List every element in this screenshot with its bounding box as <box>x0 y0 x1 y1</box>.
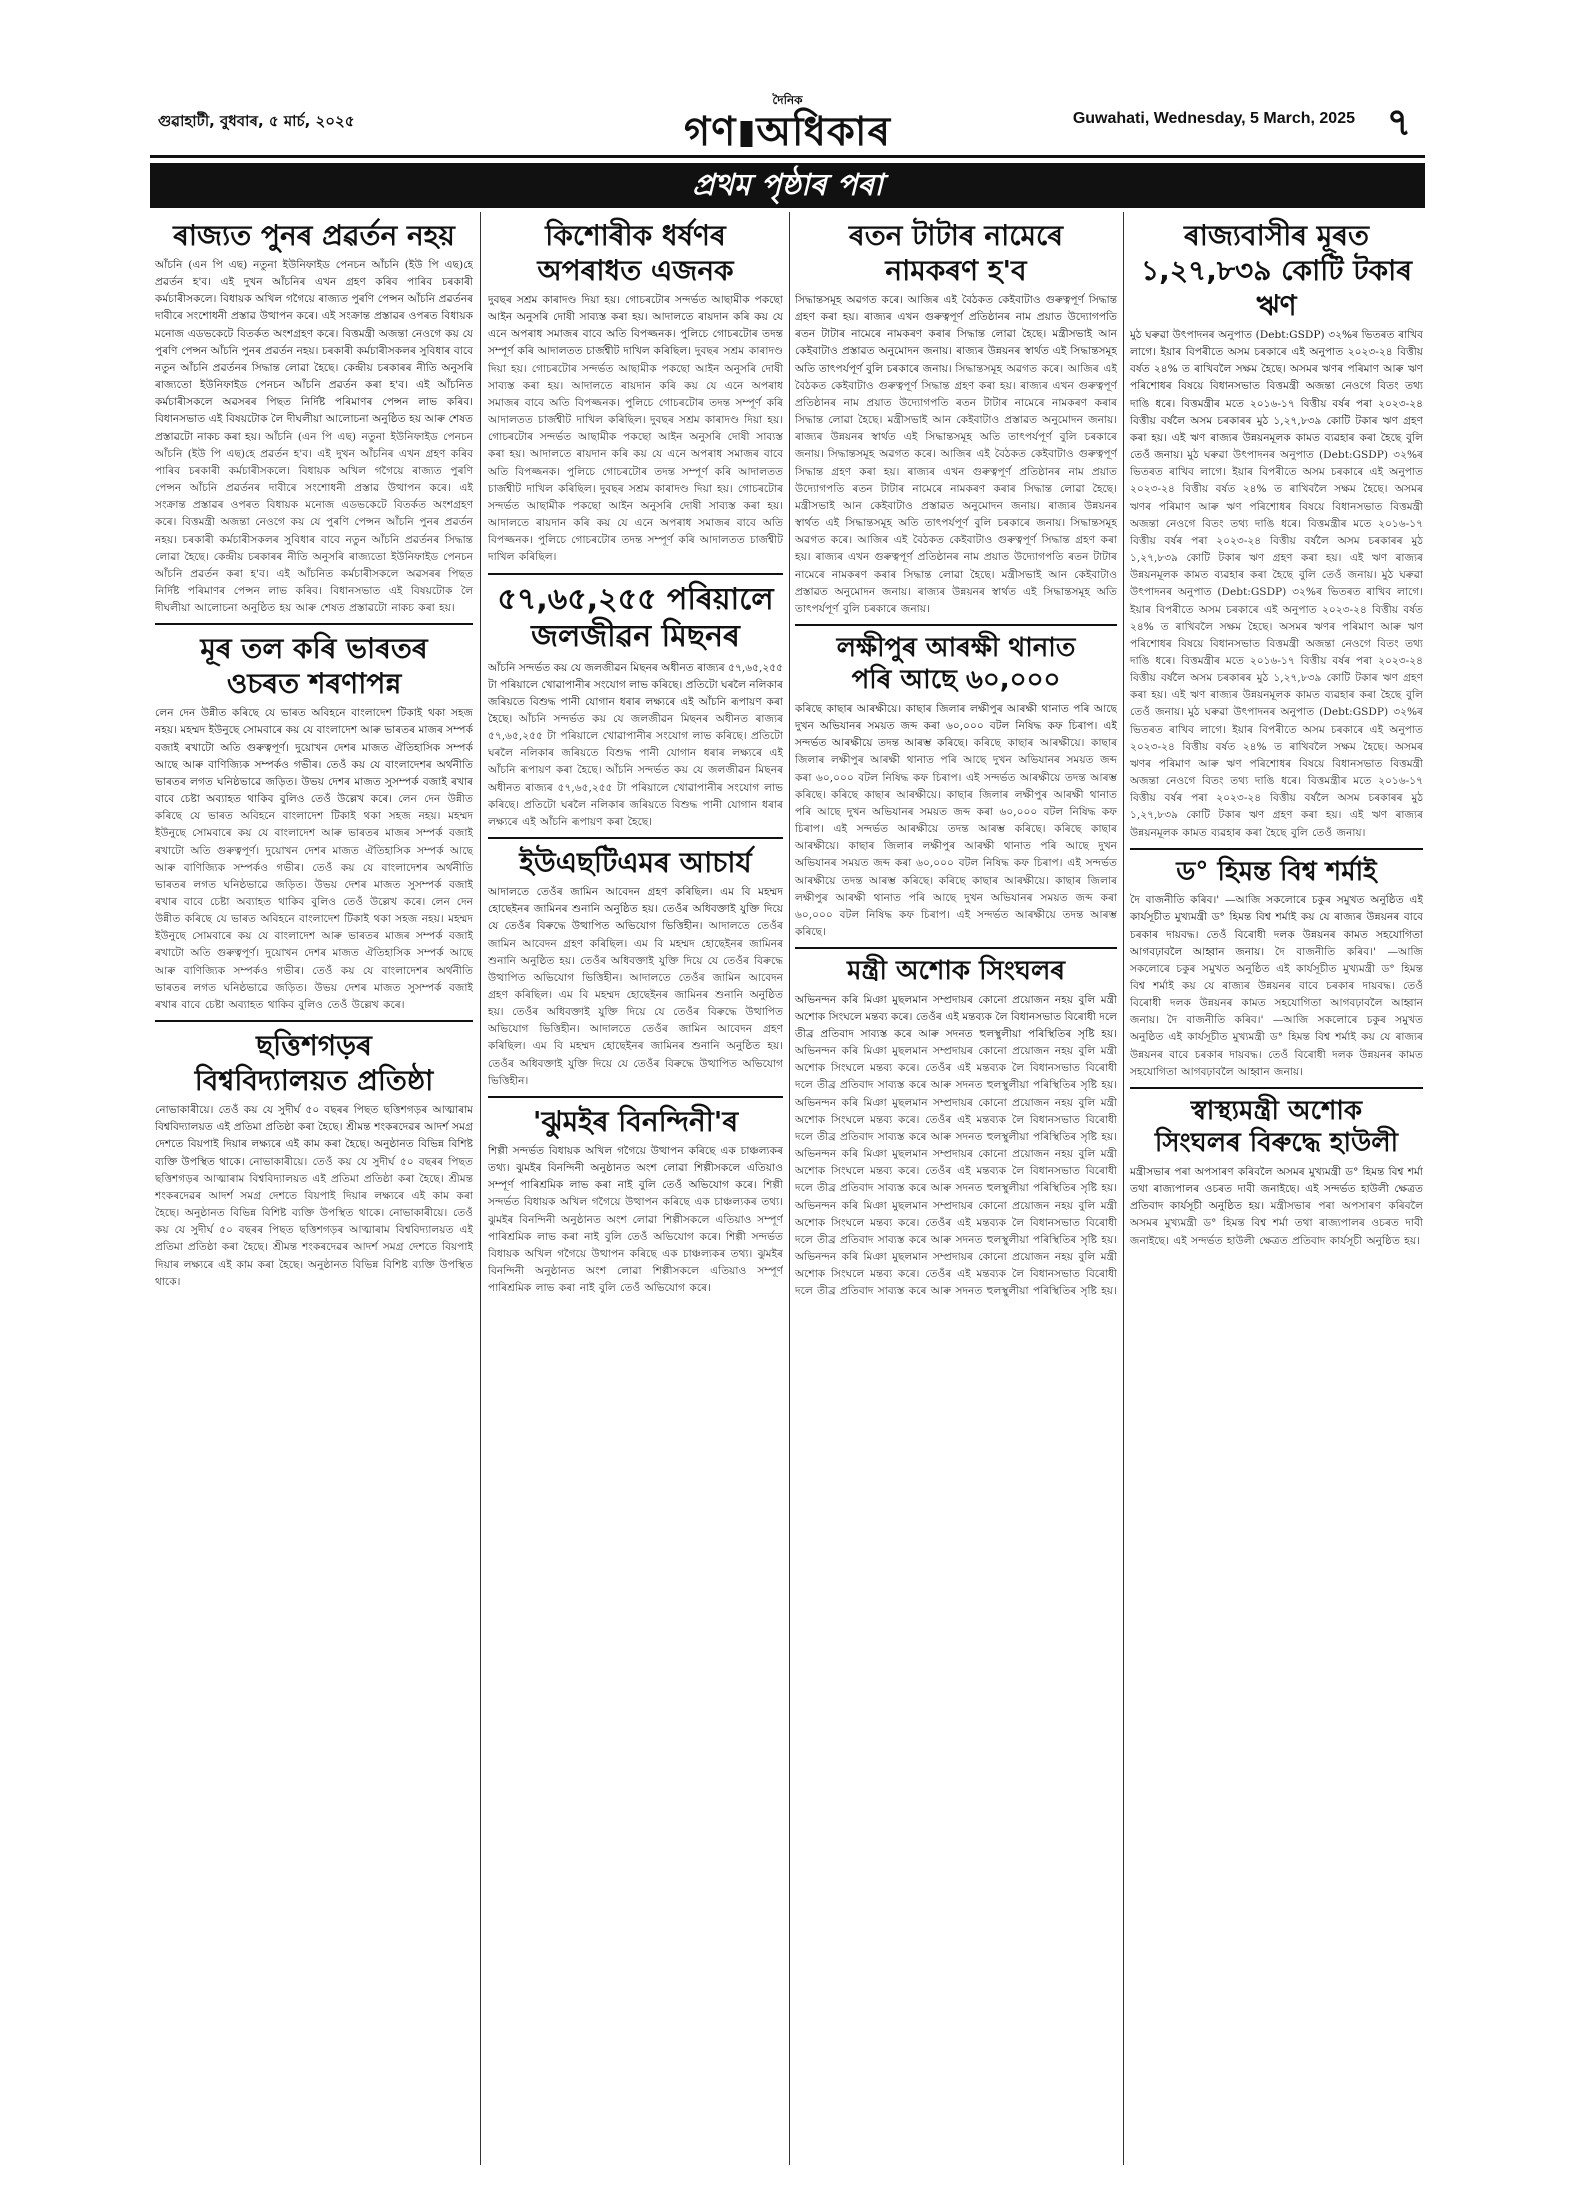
masthead-daily-label: দৈনিক <box>772 93 803 107</box>
article-text: আঁচনি সন্দৰ্ভত কয় যে জলজীৱন মিছনৰ অধীনত ৰাজ্যৰ ৫৭,৬৫,২৫৫ টা পৰিয়ালে খোৱাপানীৰ সংযোগ লাভ কৰিছে। প্ৰতিটো ঘৰলৈ নলিকাৰ জৰিয়তে বিশুদ্ধ পানী যোগান ধৰাৰ লক্ষ্যৰে এই আঁচনি ৰূপায়ণ কৰা হৈছে। <box>488 661 783 725</box>
article-text-continued: আঁচনি সন্দৰ্ভত কয় যে জলজীৱন মিছনৰ অধীনত ৰাজ্যৰ ৫৭,৬৫,২৫৫ টা পৰিয়ালে খোৱাপানীৰ সংযোগ লাভ কৰিছে। প্ৰতিটো ঘৰলৈ নলিকাৰ জৰিয়তে বিশুদ্ধ পানী যোগান ধৰাৰ লক্ষ্যৰে এই আঁচনি ৰূপায়ণ কৰা হৈছে। <box>488 764 783 828</box>
article-text: দুবছৰ সশ্ৰম কাৰাদণ্ড দিয়া হয়। গোচৰটোৰ সন্দৰ্ভত আছামীক পকছো আইন অনুসৰি দোষী সাব্যস্ত কৰা হয়। আদালতে ৰায়দান কৰি কয় যে এনে অপৰাধ সমাজৰ বাবে অতি বিপজ্জনক। পুলিচে গোচৰটোৰ তদন্ত সম্পূৰ্ণ কৰি আদালতত চাৰ্জশ্বীট দাখিল কৰিছিল। <box>488 294 783 358</box>
article-text-continued: নোভাকাৰীয়ে। তেওঁ কয় যে সুদীৰ্ঘ ৫০ বছৰৰ পিছত ছত্তিশগড়ৰ আত্মাৰাম বিশ্ববিদ্যালয়ত এই প্ৰতিমা প্ৰতিষ্ঠা কৰা হৈছে। শ্ৰীমন্ত শংকৰদেৱৰ আদৰ্শ সমগ্ৰ দেশতে বিয়পাই দিয়াৰ লক্ষ্যৰে এই কাম কৰা হৈছে। অনুষ্ঠানত বিভিন্ন বিশিষ্ট ব্যক্তি উপস্থিত থাকে। <box>155 1207 473 1288</box>
headline-line: নামকৰণ হ'ব <box>885 254 1027 287</box>
article-body-a3 <box>155 1102 473 1291</box>
article-text-continued: কৰিছে কাছাৰ আৰক্ষীয়ে। কাছাৰ জিলাৰ লক্ষীপুৰ আৰক্ষী থানাত পৰি আছে দুখন অভিযানৰ সময়ত জব্দ কৰা ৬০,০০০ বটল নিষিদ্ধ কফ চিৰাপ। এই সন্দৰ্ভত আৰক্ষীয়ে তদন্ত আৰম্ভ কৰিছে। <box>795 823 1117 887</box>
article-text-continued: দুবছৰ সশ্ৰম কাৰাদণ্ড দিয়া হয়। গোচৰটোৰ সন্দৰ্ভত আছামীক পকছো আইন অনুসৰি দোষী সাব্যস্ত কৰা হয়। আদালতে ৰায়দান কৰি কয় যে এনে অপৰাধ সমাজৰ বাবে অতি বিপজ্জনক। পুলিচে গোচৰটোৰ তদন্ত সম্পূৰ্ণ কৰি আদালতত চাৰ্জশ্বীট দাখিল কৰিছিল। <box>488 414 783 495</box>
article-text-continued: সিদ্ধান্তসমূহ অৱগত কৰে। আজিৰ এই বৈঠকত কেইবাটাও গুৰুত্বপূৰ্ণ সিদ্ধান্ত গ্ৰহণ কৰা হয়। ৰাজ্যৰ এখন গুৰুত্বপূৰ্ণ প্ৰতিষ্ঠানৰ নাম প্ৰয়াত উদ্যোগপতি ৰতন টাটাৰ নামেৰে নামকৰণ কৰাৰ সিদ্ধান্ত লোৱা হৈছে। মন্ত্ৰীসভাই আন কেইবাটাও প্ৰস্তাৱত অনুমোদন জনায়। ৰাজ্যৰ উন্নয়নৰ স্বাৰ্থত এই সিদ্ধান্তসমূহ অতি তাৎপৰ্যপূৰ্ণ বুলি চৰকাৰে জনায়। <box>795 517 1117 615</box>
headline-a10: মন্ত্ৰী অশোক সিংঘলৰ <box>847 956 1065 987</box>
article-text-continued: আদালতে তেওঁৰ জামিন আবেদন গ্ৰহণ কৰিছিল। এম বি মহম্মদ হোছেইনৰ জামিনৰ শুনানি অনুষ্ঠিত হয়। তেওঁৰ অধিবক্তাই যুক্তি দিয়ে যে তেওঁৰ বিৰুদ্ধে উত্থাপিত অভিযোগ ভিত্তিহীন। <box>488 1023 783 1087</box>
headline-line: ওচৰত শৰণাপন্ন <box>226 667 402 701</box>
article-text: নোভাকাৰীয়ে। তেওঁ কয় যে সুদীৰ্ঘ ৫০ বছৰৰ পিছত ছত্তিশগড়ৰ আত্মাৰাম বিশ্ববিদ্যালয়ত এই প্ৰতিমা প্ৰতিষ্ঠা কৰা হৈছে। শ্ৰীমন্ত শংকৰদেৱৰ আদৰ্শ সমগ্ৰ দেশতে বিয়পাই দিয়াৰ লক্ষ্যৰে এই কাম কৰা হৈছে। অনুষ্ঠানত বিভিন্ন বিশিষ্ট ব্যক্তি উপস্থিত থাকে। <box>155 1104 473 1168</box>
headline-a6: ইউএছটিএমৰ আচাৰ্য <box>519 846 752 880</box>
article-text: দৈ বাজনীতি কৰিব।' —আজি সকলোৰে চকুৰ সমুখত অনুষ্ঠিত এই কাৰ্যসূচীত মুখ্যমন্ত্ৰী ড° হিমন্ত বিশ্ব শৰ্মাই কয় যে ৰাজ্যৰ উন্নয়নৰ বাবে চৰকাৰ দায়বদ্ধ। তেওঁ বিৰোধী দলক উন্নয়নৰ কামত সহযোগিতা আগবঢ়াবলৈ আহ্বান জনায়। <box>1130 894 1423 958</box>
article-body-a11 <box>1130 327 1423 842</box>
section-banner: প্ৰথম পৃষ্ঠাৰ পৰা <box>150 163 1425 208</box>
masthead <box>683 92 892 155</box>
headline-a8 <box>795 218 1117 288</box>
headline-line: বিশ্ববিদ্যালয়ত প্ৰতিষ্ঠা <box>194 1064 434 1098</box>
article-text-continued: মুঠ ঘৰুৱা উৎপাদনৰ অনুপাত (Debt:GSDP) ৩২%ৰ ভিতৰত ৰাখিব লাগে। ইয়াৰ বিপৰীতে অসম চৰকাৰে এই অনুপাত ২০২৩-২৪ বিত্তীয় বৰ্ষত ২৪% ত ৰাখিবলৈ সক্ষম হৈছে। অসমৰ ঋণৰ পৰিমাণ আৰু ঋণ পৰিশোধৰ বিষয়ে বিধানসভাত বিত্তমন্ত্ৰী অজন্তা নেওগে বিতং তথ্য দাঙি ধৰে। বিত্তমন্ত্ৰীৰ মতে ২০১৬-১৭ বিত্তীয় বৰ্ষৰ পৰা ২০২৩-২৪ বিত্তীয় বৰ্ষলৈ অসম চৰকাৰৰ মুঠ ১,২৭,৮৩৯ কোটি টকাৰ ঋণ গ্ৰহণ কৰা হয়। এই ঋণ ৰাজ্যৰ উন্নয়নমূলক কামত ব্যৱহাৰ কৰা হৈছে বুলি তেওঁ জনায়। <box>1130 569 1423 719</box>
article-text-continued: শিল্পী সন্দৰ্ভত বিধায়ক অখিল গগৈয়ে উত্থাপন কৰিছে এক চাঞ্চল্যকৰ তথ্য। ঝুমইৰ বিনন্দিনী অনুষ্ঠানত অংশ লোৱা শিল্পীসকলে এতিয়াও সম্পূৰ্ণ পাৰিশ্ৰমিক লাভ কৰা নাই বুলি তেওঁ অভিযোগ কৰে। <box>488 1230 783 1295</box>
article-body-a7 <box>488 1143 783 1297</box>
article-text-continued: মুঠ ঘৰুৱা উৎপাদনৰ অনুপাত (Debt:GSDP) ৩২%ৰ ভিতৰত ৰাখিব লাগে। ইয়াৰ বিপৰীতে অসম চৰকাৰে এই অনুপাত ২০২৩-২৪ বিত্তীয় বৰ্ষত ২৪% ত ৰাখিবলৈ সক্ষম হৈছে। অসমৰ ঋণৰ পৰিমাণ আৰু ঋণ পৰিশোধৰ বিষয়ে বিধানসভাত বিত্তমন্ত্ৰী অজন্তা নেওগে বিতং তথ্য দাঙি ধৰে। বিত্তমন্ত্ৰীৰ মতে ২০১৬-১৭ বিত্তীয় বৰ্ষৰ পৰা ২০২৩-২৪ বিত্তীয় বৰ্ষলৈ অসম চৰকাৰৰ মুঠ ১,২৭,৮৩৯ কোটি টকাৰ ঋণ গ্ৰহণ কৰা হয়। এই ঋণ ৰাজ্যৰ উন্নয়নমূলক কামত ব্যৱহাৰ কৰা হৈছে বুলি তেওঁ জনায়। <box>1130 449 1423 582</box>
article-text-continued: অভিনন্দন কৰি মিঞা মুছলমান সম্প্ৰদায়ৰ কোনো প্ৰয়োজন নহয় বুলি মন্ত্ৰী অশোক সিংঘলে মন্তব্য কৰে। তেওঁৰ এই মন্তব্যক লৈ বিধানসভাত বিৰোধী দলে তীব্ৰ প্ৰতিবাদ সাব্যস্ত কৰে আৰু সদনত হুলস্থুলীয়া পৰিস্থিতিৰ সৃষ্টি হয়। <box>795 1148 1117 1195</box>
article-text-continued: আদালতে তেওঁৰ জামিন আবেদন গ্ৰহণ কৰিছিল। এম বি মহম্মদ হোছেইনৰ জামিনৰ শুনানি অনুষ্ঠিত হয়। তেওঁৰ অধিবক্তাই যুক্তি দিয়ে যে তেওঁৰ বিৰুদ্ধে উত্থাপিত অভিযোগ ভিত্তিহীন। <box>488 920 783 984</box>
headline-a13 <box>1130 1095 1423 1160</box>
article-text-continued: আঁচনি সন্দৰ্ভত কয় যে জলজীৱন মিছনৰ অধীনত ৰাজ্যৰ ৫৭,৬৫,২৫৫ টা পৰিয়ালে খোৱাপানীৰ সংযোগ লাভ কৰিছে। প্ৰতিটো ঘৰলৈ নলিকাৰ জৰিয়তে বিশুদ্ধ পানী যোগান ধৰাৰ লক্ষ্যৰে এই আঁচনি ৰূপায়ণ কৰা হৈছে। <box>488 712 783 777</box>
article-text: লেন দেন উন্নীত কৰিছে যে ভাৰত অবিহনে বাংলাদেশ টিকাই থকা সহজ নহয়। মহম্মদ ইউনুছে সোমবাৰে কয় যে বাংলাদেশ আৰু ভাৰতৰ মাজৰ সম্পৰ্ক বজাই ৰখাটো অতি গুৰুত্বপূৰ্ণ। দুয়োখন দেশৰ মাজত ঐতিহাসিক সম্পৰ্ক আছে আৰু বাণিজ্যিক সম্পৰ্কও গভীৰ। তেওঁ কয় যে বাংলাদেশৰ অৰ্থনীতি ভাৰতৰ লগত ঘনিষ্ঠভাৱে জড়িত। উভয় দেশৰ মাজত সুসম্পৰ্ক বজাই ৰখাৰ বাবে চেষ্টা অব্যাহত থাকিব বুলিও তেওঁ উল্লেখ কৰে। <box>155 707 473 806</box>
article-text-continued: আঁচনি (এন পি এছ) নতুনা ইউনিফাইড পেনচন আঁচনি (ইউ পি এছ)হে প্ৰৱৰ্তন হ'ব। এই দুখন আঁচনিৰ এখন গ্ৰহণ কৰিব পাৰিব চৰকাৰী কৰ্মচাৰীসকলে। বিধায়ক অখিল গগৈয়ে ৰাজ্যত পুৰণি পেন্সন আঁচনি প্ৰৱৰ্তনৰ দাবীৰে সংশোধনী প্ৰস্তাৱ উত্থাপন কৰে। এই সংক্ৰান্ত প্ৰস্তাৱৰ ওপৰত বিধায়ক মনোজ এডভকেটে বিতৰ্কত অংশগ্ৰহণ কৰে। বিত্তমন্ত্ৰী অজন্তা নেওগে কয় যে পুৰণি পেন্সন আঁচনি পুনৰ প্ৰৱৰ্তন নহয়। চৰকাৰী কৰ্মচাৰীসকলৰ সুবিধাৰ বাবে নতুন আঁচনি প্ৰৱৰ্তনৰ সিদ্ধান্ত লোৱা হৈছে। কেন্দ্ৰীয় চৰকাৰৰ নীতি অনুসৰি ৰাজ্যতো ইউনিফাইড পেনচন আঁচনি প্ৰৱৰ্তন কৰা হ'ব। এই আঁচনিত কৰ্মচাৰীসকলে অৱসৰৰ পিছত নিৰ্দিষ্ট পৰিমাণৰ পেন্সন লাভ কৰিব। বিধানসভাত এই বিষয়টোক লৈ দীঘলীয়া আলোচনা অনুষ্ঠিত হয় আৰু শেষত প্ৰস্তাৱটো নাকচ কৰা হয়। <box>155 430 473 615</box>
masthead-separator-icon <box>740 121 752 147</box>
headline-line: লক্ষীপুৰ আৰক্ষী থানাত <box>836 632 1076 663</box>
article-text-continued: কৰিছে কাছাৰ আৰক্ষীয়ে। কাছাৰ জিলাৰ লক্ষীপুৰ আৰক্ষী থানাত পৰি আছে দুখন অভিযানৰ সময়ত জব্দ কৰা ৬০,০০০ বটল নিষিদ্ধ কফ চিৰাপ। এই সন্দৰ্ভত আৰক্ষীয়ে তদন্ত আৰম্ভ কৰিছে। <box>795 737 1117 801</box>
article-divider <box>795 947 1117 949</box>
headline-line: অপৰাধত এজনক <box>537 254 734 287</box>
article-text-continued: আদালতে তেওঁৰ জামিন আবেদন গ্ৰহণ কৰিছিল। এম বি মহম্মদ হোছেইনৰ জামিনৰ শুনানি অনুষ্ঠিত হয়। তেওঁৰ অধিবক্তাই যুক্তি দিয়ে যে তেওঁৰ বিৰুদ্ধে উত্থাপিত অভিযোগ ভিত্তিহীন। <box>488 971 783 1036</box>
headline-a4 <box>488 218 783 288</box>
article-divider <box>488 1096 783 1098</box>
column-divider <box>789 212 790 2165</box>
headline-line: ৰতন টাটাৰ নামেৰে <box>848 219 1064 252</box>
article-text-continued: অভিনন্দন কৰি মিঞা মুছলমান সম্প্ৰদায়ৰ কোনো প্ৰয়োজন নহয় বুলি মন্ত্ৰী অশোক সিংঘলে মন্তব্য কৰে। তেওঁৰ এই মন্তব্যক লৈ বিধানসভাত বিৰোধী দলে তীব্ৰ প্ৰতিবাদ সাব্যস্ত কৰে আৰু সদনত হুলস্থুলীয়া পৰিস্থিতিৰ সৃষ্টি হয়। <box>795 1251 1117 1298</box>
headline-a11 <box>1130 218 1423 323</box>
article-text: আঁচনি (এন পি এছ) নতুনা ইউনিফাইড পেনচন আঁচনি (ইউ পি এছ)হে প্ৰৱৰ্তন হ'ব। এই দুখন আঁচনিৰ এখন গ্ৰহণ কৰিব পাৰিব চৰকাৰী কৰ্মচাৰীসকলে। বিধায়ক অখিল গগৈয়ে ৰাজ্যত পুৰণি পেন্সন আঁচনি প্ৰৱৰ্তনৰ দাবীৰে সংশোধনী প্ৰস্তাৱ উত্থাপন কৰে। এই সংক্ৰান্ত প্ৰস্তাৱৰ ওপৰত বিধায়ক মনোজ এডভকেটে বিতৰ্কত অংশগ্ৰহণ কৰে। বিত্তমন্ত্ৰী অজন্তা নেওগে কয় যে পুৰণি পেন্সন আঁচনি পুনৰ প্ৰৱৰ্তন নহয়। চৰকাৰী কৰ্মচাৰীসকলৰ সুবিধাৰ বাবে নতুন আঁচনি প্ৰৱৰ্তনৰ সিদ্ধান্ত লোৱা হৈছে। কেন্দ্ৰীয় চৰকাৰৰ নীতি অনুসৰি ৰাজ্যতো ইউনিফাইড পেনচন আঁচনি প্ৰৱৰ্তন কৰা হ'ব। এই আঁচনিত কৰ্মচাৰীসকলে অৱসৰৰ পিছত নিৰ্দিষ্ট পৰিমাণৰ পেন্সন লাভ কৰিব। বিধানসভাত এই বিষয়টোক লৈ দীঘলীয়া আলোচনা অনুষ্ঠিত হয় আৰু শেষত প্ৰস্তাৱটো নাকচ কৰা হয়। <box>155 259 473 443</box>
headline-line: কিশোৰীক ধৰ্ষণৰ <box>545 219 726 252</box>
article-body-a12 <box>1130 892 1423 1081</box>
headline-line: মূৰ তল কৰি ভাৰতৰ <box>200 632 428 666</box>
headline-a1: ৰাজ্যত পুনৰ প্ৰৱৰ্তন নহয় <box>173 219 455 252</box>
article-divider <box>155 623 473 625</box>
article-body-a2 <box>155 705 473 1014</box>
article-divider <box>488 573 783 575</box>
article-text-continued: অভিনন্দন কৰি মিঞা মুছলমান সম্প্ৰদায়ৰ কোনো প্ৰয়োজন নহয় বুলি মন্ত্ৰী অশোক সিংঘলে মন্তব্য কৰে। তেওঁৰ এই মন্তব্যক লৈ বিধানসভাত বিৰোধী দলে তীব্ৰ প্ৰতিবাদ সাব্যস্ত কৰে আৰু সদনত হুলস্থুলীয়া পৰিস্থিতিৰ সৃষ্টি হয়। <box>795 1045 1117 1092</box>
column-2 <box>488 212 783 2165</box>
article-text-continued: দুবছৰ সশ্ৰম কাৰাদণ্ড দিয়া হয়। গোচৰটোৰ সন্দৰ্ভত আছামীক পকছো আইন অনুসৰি দোষী সাব্যস্ত কৰা হয়। আদালতে ৰায়দান কৰি কয় যে এনে অপৰাধ সমাজৰ বাবে অতি বিপজ্জনক। পুলিচে গোচৰটোৰ তদন্ত সম্পূৰ্ণ কৰি আদালতত চাৰ্জশ্বীট দাখিল কৰিছিল। <box>488 345 783 427</box>
article-text-continued: সিদ্ধান্তসমূহ অৱগত কৰে। আজিৰ এই বৈঠকত কেইবাটাও গুৰুত্বপূৰ্ণ সিদ্ধান্ত গ্ৰহণ কৰা হয়। ৰাজ্যৰ এখন গুৰুত্বপূৰ্ণ প্ৰতিষ্ঠানৰ নাম প্ৰয়াত উদ্যোগপতি ৰতন টাটাৰ নামেৰে নামকৰণ কৰাৰ সিদ্ধান্ত লোৱা হৈছে। মন্ত্ৰীসভাই আন কেইবাটাও প্ৰস্তাৱত অনুমোদন জনায়। ৰাজ্যৰ উন্নয়নৰ স্বাৰ্থত এই সিদ্ধান্তসমূহ অতি তাৎপৰ্যপূৰ্ণ বুলি চৰকাৰে জনায়। <box>795 448 1117 530</box>
article-text-continued: নোভাকাৰীয়ে। তেওঁ কয় যে সুদীৰ্ঘ ৫০ বছৰৰ পিছত ছত্তিশগড়ৰ আত্মাৰাম বিশ্ববিদ্যালয়ত এই প্ৰতিমা প্ৰতিষ্ঠা কৰা হৈছে। শ্ৰীমন্ত শংকৰদেৱৰ আদৰ্শ সমগ্ৰ দেশতে বিয়পাই দিয়াৰ লক্ষ্যৰে এই কাম কৰা হৈছে। অনুষ্ঠানত বিভিন্ন বিশিষ্ট ব্যক্তি উপস্থিত থাকে। <box>155 1155 473 1220</box>
column-3 <box>795 212 1117 2165</box>
headline-line: ১,২৭,৮৩৯ কোটি টকাৰ ঋণ <box>1141 254 1412 322</box>
headline-line: ৫৭,৬৫,২৫৫ পৰিয়ালে <box>497 581 774 617</box>
article-divider <box>488 837 783 839</box>
article-body-a10 <box>795 992 1117 1301</box>
article-body-a6 <box>488 884 783 1090</box>
article-text-continued: অভিনন্দন কৰি মিঞা মুছলমান সম্প্ৰদায়ৰ কোনো প্ৰয়োজন নহয় বুলি মন্ত্ৰী অশোক সিংঘলে মন্তব্য কৰে। তেওঁৰ এই মন্তব্যক লৈ বিধানসভাত বিৰোধী দলে তীব্ৰ প্ৰতিবাদ সাব্যস্ত কৰে আৰু সদনত হুলস্থুলীয়া পৰিস্থিতিৰ সৃষ্টি হয়। <box>795 1096 1117 1143</box>
article-body-a1 <box>155 257 473 617</box>
article-text-continued: শিল্পী সন্দৰ্ভত বিধায়ক অখিল গগৈয়ে উত্থাপন কৰিছে এক চাঞ্চল্যকৰ তথ্য। ঝুমইৰ বিনন্দিনী অনুষ্ঠানত অংশ লোৱা শিল্পীসকলে এতিয়াও সম্পূৰ্ণ পাৰিশ্ৰমিক লাভ কৰা নাই বুলি তেওঁ অভিযোগ কৰে। <box>488 1179 783 1243</box>
masthead-title-right: অধিকাৰ <box>756 109 892 155</box>
article-divider <box>1130 848 1423 850</box>
headline-a9 <box>795 632 1117 697</box>
article-text: মন্ত্ৰীসভাৰ পৰা অপসাৰণ কৰিবলৈ অসমৰ মুখ্যমন্ত্ৰী ড° হিমন্ত বিশ্ব শৰ্মা তথা ৰাজ্যপালৰ ওচৰত দাবী জনাইছে। এই সন্দৰ্ভত হাউলী ক্ষেত্ৰত প্ৰতিবাদ কাৰ্যসূচী অনুষ্ঠিত হয়। <box>1130 1165 1423 1213</box>
page-number: ৭ <box>1386 100 1412 144</box>
column-1 <box>155 212 473 2165</box>
article-text: মুঠ ঘৰুৱা উৎপাদনৰ অনুপাত (Debt:GSDP) ৩২%ৰ ভিতৰত ৰাখিব লাগে। ইয়াৰ বিপৰীতে অসম চৰকাৰে এই অনুপাত ২০২৩-২৪ বিত্তীয় বৰ্ষত ২৪% ত ৰাখিবলৈ সক্ষম হৈছে। অসমৰ ঋণৰ পৰিমাণ আৰু ঋণ পৰিশোধৰ বিষয়ে বিধানসভাত বিত্তমন্ত্ৰী অজন্তা নেওগে বিতং তথ্য দাঙি ধৰে। বিত্তমন্ত্ৰীৰ মতে ২০১৬-১৭ বিত্তীয় বৰ্ষৰ পৰা ২০২৩-২৪ বিত্তীয় বৰ্ষলৈ অসম চৰকাৰৰ মুঠ ১,২৭,৮৩৯ কোটি টকাৰ ঋণ গ্ৰহণ কৰা হয়। এই ঋণ ৰাজ্যৰ উন্নয়নমূলক কামত ব্যৱহাৰ কৰা হৈছে বুলি তেওঁ জনায়। <box>1130 329 1423 462</box>
header-rule <box>150 155 1425 158</box>
headline-line: পৰি আছে ৬০,০০০ <box>851 665 1061 696</box>
article-text-continued: লেন দেন উন্নীত কৰিছে যে ভাৰত অবিহনে বাংলাদেশ টিকাই থকা সহজ নহয়। মহম্মদ ইউনুছে সোমবাৰে কয় যে বাংলাদেশ আৰু ভাৰতৰ মাজৰ সম্পৰ্ক বজাই ৰখাটো অতি গুৰুত্বপূৰ্ণ। দুয়োখন দেশৰ মাজত ঐতিহাসিক সম্পৰ্ক আছে আৰু বাণিজ্যিক সম্পৰ্কও গভীৰ। তেওঁ কয় যে বাংলাদেশৰ অৰ্থনীতি ভাৰতৰ লগত ঘনিষ্ঠভাৱে জড়িত। উভয় দেশৰ মাজত সুসম্পৰ্ক বজাই ৰখাৰ বাবে চেষ্টা অব্যাহত থাকিব বুলিও তেওঁ উল্লেখ কৰে। <box>155 793 473 908</box>
headline-line: স্বাস্থ্যমন্ত্ৰী অশোক <box>1190 1095 1363 1126</box>
masthead-title-left: গণ <box>683 109 737 155</box>
headline-a7: 'ঝুমইৰ বিনন্দিনী'ৰ <box>532 1104 739 1138</box>
article-divider <box>155 1020 473 1022</box>
headline-line: ৰাজ্যবাসীৰ মূৰত <box>1183 219 1370 252</box>
article-divider <box>1130 1087 1423 1089</box>
article-text-continued: কৰিছে কাছাৰ আৰক্ষীয়ে। কাছাৰ জিলাৰ লক্ষীপুৰ আৰক্ষী থানাত পৰি আছে দুখন অভিযানৰ সময়ত জব্দ কৰা ৬০,০০০ বটল নিষিদ্ধ কফ চিৰাপ। এই সন্দৰ্ভত আৰক্ষীয়ে তদন্ত আৰম্ভ কৰিছে। <box>795 874 1117 938</box>
headline-a12: ড° হিমন্ত বিশ্ব শৰ্মাই <box>1176 856 1377 887</box>
article-body-a4 <box>488 292 783 567</box>
article-text-continued: দৈ বাজনীতি কৰিব।' —আজি সকলোৰে চকুৰ সমুখত অনুষ্ঠিত এই কাৰ্যসূচীত মুখ্যমন্ত্ৰী ড° হিমন্ত বিশ্ব শৰ্মাই কয় যে ৰাজ্যৰ উন্নয়নৰ বাবে চৰকাৰ দায়বদ্ধ। তেওঁ বিৰোধী দলক উন্নয়নৰ কামত সহযোগিতা আগবঢ়াবলৈ আহ্বান জনায়। <box>1130 1014 1423 1078</box>
article-text-continued: মুঠ ঘৰুৱা উৎপাদনৰ অনুপাত (Debt:GSDP) ৩২%ৰ ভিতৰত ৰাখিব লাগে। ইয়াৰ বিপৰীতে অসম চৰকাৰে এই অনুপাত ২০২৩-২৪ বিত্তীয় বৰ্ষত ২৪% ত ৰাখিবলৈ সক্ষম হৈছে। অসমৰ ঋণৰ পৰিমাণ আৰু ঋণ পৰিশোধৰ বিষয়ে বিধানসভাত বিত্তমন্ত্ৰী অজন্তা নেওগে বিতং তথ্য দাঙি ধৰে। বিত্তমন্ত্ৰীৰ মতে ২০১৬-১৭ বিত্তীয় বৰ্ষৰ পৰা ২০২৩-২৪ বিত্তীয় বৰ্ষলৈ অসম চৰকাৰৰ মুঠ ১,২৭,৮৩৯ কোটি টকাৰ ঋণ গ্ৰহণ কৰা হয়। এই ঋণ ৰাজ্যৰ উন্নয়নমূলক কামত ব্যৱহাৰ কৰা হৈছে বুলি তেওঁ জনায়। <box>1130 706 1423 839</box>
article-text: সিদ্ধান্তসমূহ অৱগত কৰে। আজিৰ এই বৈঠকত কেইবাটাও গুৰুত্বপূৰ্ণ সিদ্ধান্ত গ্ৰহণ কৰা হয়। ৰাজ্যৰ এখন গুৰুত্বপূৰ্ণ প্ৰতিষ্ঠানৰ নাম প্ৰয়াত উদ্যোগপতি ৰতন টাটাৰ নামেৰে নামকৰণ কৰাৰ সিদ্ধান্ত লোৱা হৈছে। মন্ত্ৰীসভাই আন কেইবাটাও প্ৰস্তাৱত অনুমোদন জনায়। ৰাজ্যৰ উন্নয়নৰ স্বাৰ্থত এই সিদ্ধান্তসমূহ অতি তাৎপৰ্যপূৰ্ণ বুলি চৰকাৰে জনায়। <box>795 294 1117 375</box>
headline-a5 <box>488 581 783 656</box>
headline-line: ছত্তিশগড়ৰ <box>256 1029 372 1063</box>
column-divider <box>1123 212 1124 2165</box>
article-text: আদালতে তেওঁৰ জামিন আবেদন গ্ৰহণ কৰিছিল। এম বি মহম্মদ হোছেইনৰ জামিনৰ শুনানি অনুষ্ঠিত হয়। তেওঁৰ অধিবক্তাই যুক্তি দিয়ে যে তেওঁৰ বিৰুদ্ধে উত্থাপিত অভিযোগ ভিত্তিহীন। <box>488 886 783 933</box>
headline-a2 <box>155 631 473 701</box>
article-text-continued: দৈ বাজনীতি কৰিব।' —আজি সকলোৰে চকুৰ সমুখত অনুষ্ঠিত এই কাৰ্যসূচীত মুখ্যমন্ত্ৰী ড° হিমন্ত বিশ্ব শৰ্মাই কয় যে ৰাজ্যৰ উন্নয়নৰ বাবে চৰকাৰ দায়বদ্ধ। তেওঁ বিৰোধী দলক উন্নয়নৰ কামত সহযোগিতা আগবঢ়াবলৈ আহ্বান জনায়। <box>1130 945 1423 1027</box>
article-body-a9 <box>795 701 1117 941</box>
column-divider <box>480 212 481 2165</box>
left-dateline: গুৱাহাটী, বুধবাৰ, ৫ মাৰ্চ, ২০২৫ <box>158 112 355 130</box>
article-body-a5 <box>488 660 783 832</box>
article-body-a13 <box>1130 1164 1423 1250</box>
headline-a3 <box>155 1028 473 1098</box>
article-text-continued: সিদ্ধান্তসমূহ অৱগত কৰে। আজিৰ এই বৈঠকত কেইবাটাও গুৰুত্বপূৰ্ণ সিদ্ধান্ত গ্ৰহণ কৰা হয়। ৰাজ্যৰ এখন গুৰুত্বপূৰ্ণ প্ৰতিষ্ঠানৰ নাম প্ৰয়াত উদ্যোগপতি ৰতন টাটাৰ নামেৰে নামকৰণ কৰাৰ সিদ্ধান্ত লোৱা হৈছে। মন্ত্ৰীসভাই আন কেইবাটাও প্ৰস্তাৱত অনুমোদন জনায়। ৰাজ্যৰ উন্নয়নৰ স্বাৰ্থত এই সিদ্ধান্তসমূহ অতি তাৎপৰ্যপূৰ্ণ বুলি চৰকাৰে জনায়। <box>795 362 1117 461</box>
headline-line: সিংঘলৰ বিৰুদ্ধে হাউলী <box>1154 1128 1399 1159</box>
article-text: অভিনন্দন কৰি মিঞা মুছলমান সম্প্ৰদায়ৰ কোনো প্ৰয়োজন নহয় বুলি মন্ত্ৰী অশোক সিংঘলে মন্তব্য কৰে। তেওঁৰ এই মন্তব্যক লৈ বিধানসভাত বিৰোধী দলে তীব্ৰ প্ৰতিবাদ সাব্যস্ত কৰে আৰু সদনত হুলস্থুলীয়া পৰিস্থিতিৰ সৃষ্টি হয়। <box>795 993 1117 1040</box>
page-header <box>150 93 1425 155</box>
article-text-continued: মন্ত্ৰীসভাৰ পৰা অপসাৰণ কৰিবলৈ অসমৰ মুখ্যমন্ত্ৰী ড° হিমন্ত বিশ্ব শৰ্মা তথা ৰাজ্যপালৰ ওচৰত দাবী জনাইছে। এই সন্দৰ্ভত হাউলী ক্ষেত্ৰত প্ৰতিবাদ কাৰ্যসূচী অনুষ্ঠিত হয়। <box>1130 1200 1423 1247</box>
article-body-a8 <box>795 292 1117 618</box>
masthead-title <box>683 109 892 155</box>
article-text-continued: লেন দেন উন্নীত কৰিছে যে ভাৰত অবিহনে বাংলাদেশ টিকাই থকা সহজ নহয়। মহম্মদ ইউনুছে সোমবাৰে কয় যে বাংলাদেশ আৰু ভাৰতৰ মাজৰ সম্পৰ্ক বজাই ৰখাটো অতি গুৰুত্বপূৰ্ণ। দুয়োখন দেশৰ মাজত ঐতিহাসিক সম্পৰ্ক আছে আৰু বাণিজ্যিক সম্পৰ্কও গভীৰ। তেওঁ কয় যে বাংলাদেশৰ অৰ্থনীতি ভাৰতৰ লগত ঘনিষ্ঠভাৱে জড়িত। উভয় দেশৰ মাজত সুসম্পৰ্ক বজাই ৰখাৰ বাবে চেষ্টা অব্যাহত থাকিব বুলিও তেওঁ উল্লেখ কৰে। <box>155 896 473 1011</box>
article-text: কৰিছে কাছাৰ আৰক্ষীয়ে। কাছাৰ জিলাৰ লক্ষীপুৰ আৰক্ষী থানাত পৰি আছে দুখন অভিযানৰ সময়ত জব্দ কৰা ৬০,০০০ বটল নিষিদ্ধ কফ চিৰাপ। এই সন্দৰ্ভত আৰক্ষীয়ে তদন্ত আৰম্ভ কৰিছে। <box>795 702 1117 750</box>
article-text: শিল্পী সন্দৰ্ভত বিধায়ক অখিল গগৈয়ে উত্থাপন কৰিছে এক চাঞ্চল্যকৰ তথ্য। ঝুমইৰ বিনন্দিনী অনুষ্ঠানত অংশ লোৱা শিল্পীসকলে এতিয়াও সম্পূৰ্ণ পাৰিশ্ৰমিক লাভ কৰা নাই বুলি তেওঁ অভিযোগ কৰে। <box>488 1144 783 1192</box>
headline-line: জলজীৱন মিছনৰ <box>531 619 740 654</box>
article-text-continued: দুবছৰ সশ্ৰম কাৰাদণ্ড দিয়া হয়। গোচৰটোৰ সন্দৰ্ভত আছামীক পকছো আইন অনুসৰি দোষী সাব্যস্ত কৰা হয়। আদালতে ৰায়দান কৰি কয় যে এনে অপৰাধ সমাজৰ বাবে অতি বিপজ্জনক। পুলিচে গোচৰটোৰ তদন্ত সম্পূৰ্ণ কৰি আদালতত চাৰ্জশ্বীট দাখিল কৰিছিল। <box>488 482 783 564</box>
column-4 <box>1130 212 1423 2165</box>
article-text-continued: অভিনন্দন কৰি মিঞা মুছলমান সম্প্ৰদায়ৰ কোনো প্ৰয়োজন নহয় বুলি মন্ত্ৰী অশোক সিংঘলে মন্তব্য কৰে। তেওঁৰ এই মন্তব্যক লৈ বিধানসভাত বিৰোধী দলে তীব্ৰ প্ৰতিবাদ সাব্যস্ত কৰে আৰু সদনত হুলস্থুলীয়া পৰিস্থিতিৰ সৃষ্টি হয়। <box>795 1199 1117 1246</box>
article-divider <box>795 624 1117 626</box>
article-text-continued: কৰিছে কাছাৰ আৰক্ষীয়ে। কাছাৰ জিলাৰ লক্ষীপুৰ আৰক্ষী থানাত পৰি আছে দুখন অভিযানৰ সময়ত জব্দ কৰা ৬০,০০০ বটল নিষিদ্ধ কফ চিৰাপ। এই সন্দৰ্ভত আৰক্ষীয়ে তদন্ত আৰম্ভ কৰিছে। <box>795 788 1117 836</box>
right-dateline: Guwahati, Wednesday, 5 March, 2025 <box>1072 110 1355 127</box>
